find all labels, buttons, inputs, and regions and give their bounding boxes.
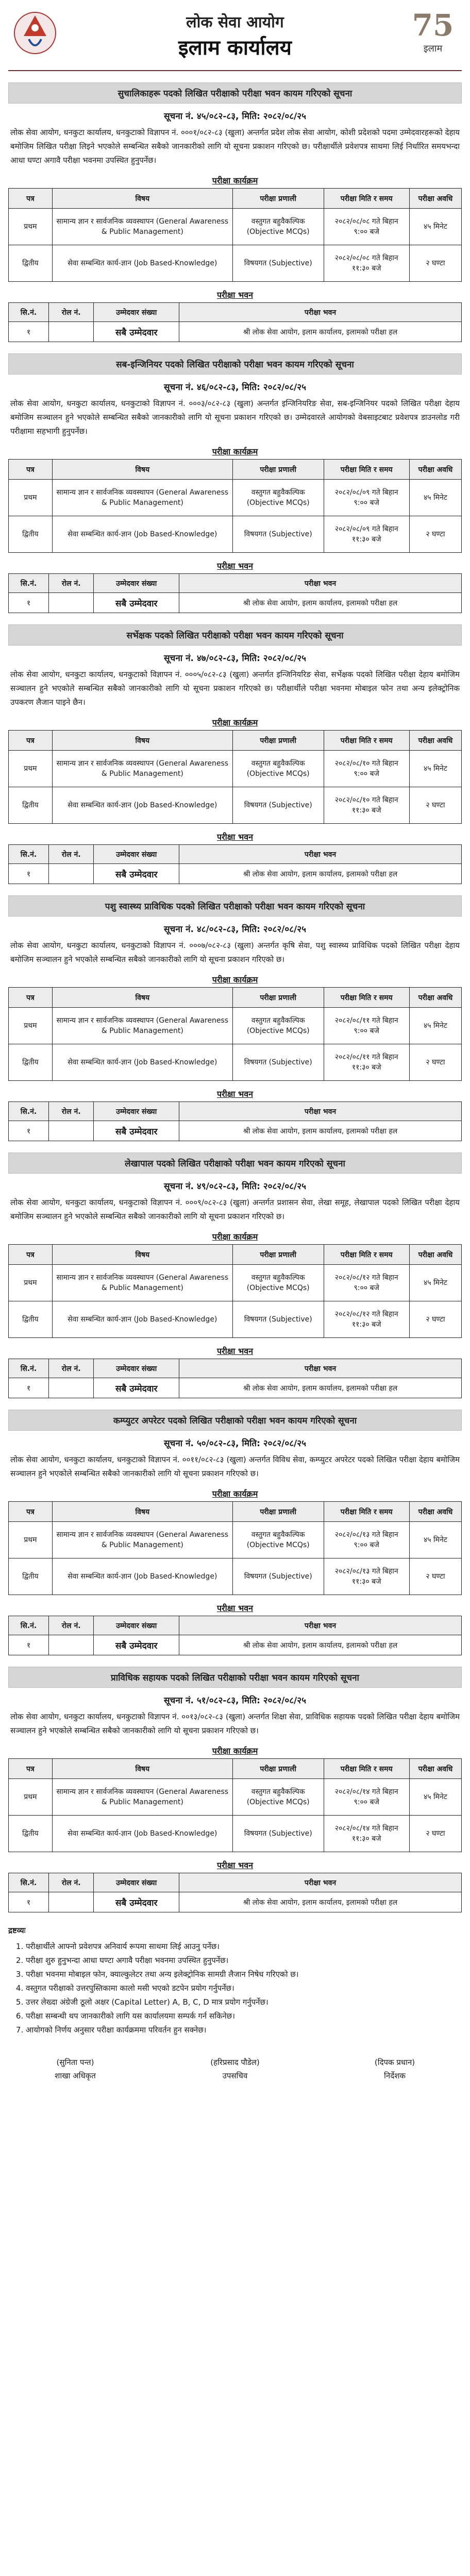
schedule-cell-paper: प्रथम — [9, 1265, 53, 1301]
schedule-cell-paper: प्रथम — [9, 1779, 53, 1816]
notice-reference: सूचना नं. ५०/०८२-८३, मिति: २०८२/०८/२५ — [164, 1438, 306, 1449]
venue-cell-roll — [49, 593, 94, 613]
schedule-cell-system: वस्तुगत बहुवैकल्पिक (Objective MCQs) — [232, 1008, 324, 1044]
venue-cell-candidates: सबै उम्मेदवार — [94, 593, 179, 613]
schedule-cell-system: वस्तुगत बहुवैकल्पिक (Objective MCQs) — [232, 1522, 324, 1558]
notice-body: लोक सेवा आयोग, धनकुटा कार्यालय, धनकुटाको विज्ञापन नं. ००१३/०८२-८३ (खुला) अन्तर्गत शिक्षा सेवा, प्राविधिक सहायक पदको लिखित परीक्षा देहाय बमोजिम सञ्चालन हुने भएकोले सम्बन्धित सबैको जानकारीको लागि यो सूचना प्रकाशन गरिएको छ। — [10, 1712, 460, 1735]
schedule-cell-paper: प्रथम — [9, 480, 53, 516]
schedule-cell-subject: सेवा सम्बन्धित कार्य-ज्ञान (Job Based-Knowledge) — [52, 1301, 232, 1338]
anniversary-caption: इलाम — [423, 43, 443, 54]
column-header: परीक्षा भवन — [179, 1616, 462, 1635]
schedule-cell-duration: २ घण्टा — [409, 1558, 461, 1595]
venue-row — [9, 1121, 462, 1141]
venue-row — [9, 1892, 462, 1912]
venue-cell-candidates: सबै उम्मेदवार — [94, 864, 179, 884]
column-header: सि.नं. — [9, 574, 49, 593]
commission-name: लोक सेवा आयोग — [186, 13, 284, 31]
schedule-header-row — [9, 731, 462, 751]
venue-table — [8, 573, 462, 613]
schedule-heading: परीक्षा कार्यक्रम — [212, 975, 258, 985]
column-header: सि.नं. — [9, 1102, 49, 1121]
signature-block — [8, 2056, 462, 2082]
column-header: विषय — [52, 731, 232, 751]
schedule-header-row — [9, 460, 462, 480]
column-header: परीक्षा मिति र समय — [324, 460, 409, 480]
schedule-cell-paper: प्रथम — [9, 209, 53, 245]
notice-section — [8, 624, 462, 884]
venue-row — [9, 593, 462, 613]
column-header: परीक्षा मिति र समय — [324, 1759, 409, 1779]
notice-title: प्राविधिक सहायक पदको लिखित परीक्षाको परीक्षा भवन कायम गरिएको सूचना — [8, 1667, 462, 1688]
venue-row — [9, 864, 462, 884]
column-header: परीक्षा प्रणाली — [232, 1759, 324, 1779]
notice-title: लेखापाल पदको लिखित परीक्षाको परीक्षा भवन कायम गरिएको सूचना — [8, 1153, 462, 1174]
column-header: परीक्षा अवधि — [409, 1245, 461, 1265]
schedule-cell-subject: सामान्य ज्ञान र सार्वजनिक व्यवस्थापन (General Awareness & Public Management) — [52, 1522, 232, 1558]
venue-header-row — [9, 574, 462, 593]
notes-title: द्रष्टव्यः — [8, 1926, 26, 1935]
schedule-cell-system: विषयगत (Subjective) — [232, 516, 324, 553]
notice-body: लोक सेवा आयोग, धनकुटा कार्यालय, धनकुटाको विज्ञापन नं. ०००५/०८२-८३ (खुला) अन्तर्गत इन्जिनियरिङ सेवा, सर्भेक्षक पदको लिखित परीक्षा देहाय बमोजिम सञ्चालन हुने भएकोले सम्बन्धित सबैको जानकारीको लागि यो सूचना प्रकाशन गरिएको छ। परीक्षार्थीले परीक्षा भवनमा मोबाइल फोन तथा अन्य इलेक्ट्रोनिक उपकरण लैजान पाइने छैन। — [10, 670, 460, 707]
schedule-cell-datetime: २०८२/०८/०८ गते बिहान ११:३० बजे — [324, 245, 409, 282]
notice-body: लोक सेवा आयोग, धनकुटा कार्यालय, धनकुटाको विज्ञापन नं. ०००७/०८२-८३ (खुला) अन्तर्गत कृषि सेवा, पशु स्वास्थ्य प्राविधिक पदको लिखित परीक्षा देहाय बमोजिम सञ्चालन हुने भएकोले सम्बन्धित सबैको जानकारीको लागि यो सूचना प्रकाशन गरिएको छ। — [10, 941, 460, 964]
column-header: परीक्षा मिति र समय — [324, 731, 409, 751]
schedule-table — [8, 987, 462, 1081]
notice-section — [8, 895, 462, 1141]
schedule-cell-subject: सेवा सम्बन्धित कार्य-ज्ञान (Job Based-Knowledge) — [52, 245, 232, 282]
note-item: 7. आयोगको निर्णय अनुसार परीक्षा कार्यक्रममा परिवर्तन हुन सक्नेछ। — [26, 2023, 462, 2037]
schedule-row — [9, 245, 462, 282]
venue-cell-roll — [49, 1121, 94, 1141]
notice-title: सर्भेक्षक पदको लिखित परीक्षाको परीक्षा भवन कायम गरिएको सूचना — [8, 624, 462, 646]
venue-cell-place: श्री लोक सेवा आयोग, इलाम कार्यालय, इलामको परीक्षा हल — [179, 322, 462, 342]
schedule-cell-duration: ४५ मिनेट — [409, 480, 461, 516]
venue-cell-serial: १ — [9, 864, 49, 884]
signatory-role: निर्देशक — [384, 2071, 406, 2080]
venue-table — [8, 1616, 462, 1655]
schedule-row — [9, 1265, 462, 1301]
schedule-cell-subject: सामान्य ज्ञान र सार्वजनिक व्यवस्थापन (General Awareness & Public Management) — [52, 1265, 232, 1301]
column-header: विषय — [52, 988, 232, 1008]
schedule-cell-datetime: २०८२/०८/०९ गते बिहान ११:३० बजे — [324, 516, 409, 553]
column-header: पत्र — [9, 731, 53, 751]
schedule-cell-subject: सेवा सम्बन्धित कार्य-ज्ञान (Job Based-Knowledge) — [52, 1816, 232, 1852]
schedule-cell-duration: २ घण्टा — [409, 245, 461, 282]
venue-table — [8, 1873, 462, 1912]
venue-cell-serial: १ — [9, 322, 49, 342]
schedule-cell-system: वस्तुगत बहुवैकल्पिक (Objective MCQs) — [232, 751, 324, 787]
column-header: रोल नं. — [49, 1359, 94, 1378]
schedule-header-row — [9, 1502, 462, 1522]
signatory-name: (हरिप्रसाद पौडेल) — [210, 2058, 260, 2067]
schedule-cell-duration: ४५ मिनेट — [409, 209, 461, 245]
schedule-cell-datetime: २०८२/०८/१३ गते बिहान ११:३० बजे — [324, 1558, 409, 1595]
anniversary-number: 75 — [412, 8, 454, 43]
header-title — [8, 11, 462, 62]
schedule-cell-system: वस्तुगत बहुवैकल्पिक (Objective MCQs) — [232, 480, 324, 516]
venue-table — [8, 1101, 462, 1141]
column-header: सि.नं. — [9, 845, 49, 864]
schedule-cell-paper: द्वितीय — [9, 1558, 53, 1595]
signatory-name: (दिपक प्रधान) — [374, 2058, 415, 2067]
notice-reference: सूचना नं. ४५/०८२-८३, मिति: २०८२/०८/२५ — [164, 111, 306, 122]
venue-cell-candidates: सबै उम्मेदवार — [94, 1635, 179, 1655]
schedule-cell-duration: ४५ मिनेट — [409, 1265, 461, 1301]
venue-cell-place: श्री लोक सेवा आयोग, इलाम कार्यालय, इलामको परीक्षा हल — [179, 864, 462, 884]
schedule-cell-duration: २ घण्टा — [409, 516, 461, 553]
venue-cell-candidates: सबै उम्मेदवार — [94, 322, 179, 342]
notice-section — [8, 1410, 462, 1655]
notice-section — [8, 82, 462, 342]
schedule-cell-duration: २ घण्टा — [409, 787, 461, 824]
venue-cell-serial: १ — [9, 593, 49, 613]
schedule-row — [9, 751, 462, 787]
schedule-row — [9, 480, 462, 516]
column-header: परीक्षा भवन — [179, 845, 462, 864]
schedule-cell-system: वस्तुगत बहुवैकल्पिक (Objective MCQs) — [232, 1265, 324, 1301]
schedule-table — [8, 459, 462, 553]
notice-title: सब-इन्जिनियर पदको लिखित परीक्षाको परीक्षा भवन कायम गरिएको सूचना — [8, 353, 462, 375]
column-header: परीक्षा भवन — [179, 1359, 462, 1378]
venue-heading: परीक्षा भवन — [217, 832, 253, 842]
notice-body: लोक सेवा आयोग, धनकुटा कार्यालय, धनकुटाको विज्ञापन नं. ०००९/०८२-८३ (खुला) अन्तर्गत प्रशासन सेवा, लेखा समूह, लेखापाल पदको लिखित परीक्षा देहाय बमोजिम सञ्चालन हुने भएकोले सम्बन्धित सबैको जानकारीको लागि यो सूचना प्रकाशन गरिएको छ। — [10, 1198, 460, 1221]
column-header: सि.नं. — [9, 1616, 49, 1635]
schedule-cell-datetime: २०८२/०८/१० गते बिहान ११:३० बजे — [324, 787, 409, 824]
column-header: पत्र — [9, 1245, 53, 1265]
venue-cell-place: श्री लोक सेवा आयोग, इलाम कार्यालय, इलामको परीक्षा हल — [179, 593, 462, 613]
schedule-cell-paper: द्वितीय — [9, 1301, 53, 1338]
column-header: परीक्षा प्रणाली — [232, 460, 324, 480]
column-header: उम्मेदवार संख्या — [94, 574, 179, 593]
column-header: रोल नं. — [49, 574, 94, 593]
column-header: पत्र — [9, 189, 53, 209]
column-header: परीक्षा प्रणाली — [232, 1245, 324, 1265]
venue-cell-serial: १ — [9, 1635, 49, 1655]
schedule-cell-system: विषयगत (Subjective) — [232, 245, 324, 282]
schedule-cell-datetime: २०८२/०८/१३ गते बिहान ९:०० बजे — [324, 1522, 409, 1558]
schedule-cell-subject: सामान्य ज्ञान र सार्वजनिक व्यवस्थापन (General Awareness & Public Management) — [52, 480, 232, 516]
schedule-header-row — [9, 988, 462, 1008]
schedule-cell-duration: २ घण्टा — [409, 1816, 461, 1852]
column-header: सि.नं. — [9, 1873, 49, 1892]
schedule-row — [9, 1008, 462, 1044]
notice-body: लोक सेवा आयोग, धनकुटा कार्यालय, धनकुटाको विज्ञापन नं. ०००३/०८२-८३ (खुला) अन्तर्गत इन्जिनियरिङ सेवा, सब-इन्जिनियर पदको लिखित परीक्षा देहाय बमोजिम सञ्चालन हुने भएकोले सम्बन्धित सबैको जानकारीको लागि यो सूचना प्रकाशन गरिएको छ। उम्मेदवारले आयोगको वेबसाइटबाट प्रवेशपत्र डाउनलोड गरी परीक्षामा सहभागी हुनुपर्नेछ। — [10, 399, 460, 436]
header — [8, 5, 462, 71]
schedule-cell-subject: सामान्य ज्ञान र सार्वजनिक व्यवस्थापन (General Awareness & Public Management) — [52, 1779, 232, 1816]
notice-body: लोक सेवा आयोग, धनकुटा कार्यालय, धनकुटाको विज्ञापन नं. ०००१/०८२-८३ (खुला) अन्तर्गत प्रदेश लोक सेवा आयोग, कोशी प्रदेशको पदमा उम्मेदवारहरूको देहाय बमोजिम लिखित परीक्षा लिइने भएकोले सम्बन्धित सबैको जानकारीको लागि यो सूचना प्रकाशन गरिएको छ। परीक्षार्थीले प्रवेशपत्र साथमा लिई निर्धारित समयभन्दा आधा घण्टा अगावै परीक्षा भवनमा उपस्थित हुनुपर्नेछ। — [10, 128, 460, 165]
schedule-header-row — [9, 1245, 462, 1265]
note-item: 1. परीक्षार्थीले आफ्नो प्रवेशपत्र अनिवार्य रूपमा साथमा लिई आउनु पर्नेछ। — [26, 1940, 462, 1954]
schedule-cell-datetime: २०८२/०८/१४ गते बिहान ९:०० बजे — [324, 1779, 409, 1816]
schedule-cell-duration: ४५ मिनेट — [409, 1522, 461, 1558]
column-header: परीक्षा प्रणाली — [232, 1502, 324, 1522]
column-header: परीक्षा मिति र समय — [324, 189, 409, 209]
schedule-cell-subject: सेवा सम्बन्धित कार्य-ज्ञान (Job Based-Knowledge) — [52, 1044, 232, 1081]
column-header: परीक्षा अवधि — [409, 460, 461, 480]
column-header: उम्मेदवार संख्या — [94, 1616, 179, 1635]
schedule-cell-datetime: २०८२/०८/१४ गते बिहान ११:३० बजे — [324, 1816, 409, 1852]
schedule-cell-system: विषयगत (Subjective) — [232, 1816, 324, 1852]
column-header: रोल नं. — [49, 1873, 94, 1892]
schedule-row — [9, 1044, 462, 1081]
signatory-name: (सुनिता पन्त) — [56, 2058, 94, 2067]
schedule-cell-datetime: २०८२/०८/१२ गते बिहान ९:०० बजे — [324, 1265, 409, 1301]
column-header: रोल नं. — [49, 845, 94, 864]
schedule-cell-subject: सामान्य ज्ञान र सार्वजनिक व्यवस्थापन (General Awareness & Public Management) — [52, 751, 232, 787]
schedule-cell-system: वस्तुगत बहुवैकल्पिक (Objective MCQs) — [232, 1779, 324, 1816]
schedule-cell-system: विषयगत (Subjective) — [232, 1301, 324, 1338]
venue-cell-candidates: सबै उम्मेदवार — [94, 1892, 179, 1912]
schedule-heading: परीक्षा कार्यक्रम — [212, 1746, 258, 1756]
column-header: परीक्षा भवन — [179, 303, 462, 322]
schedule-cell-datetime: २०८२/०८/०९ गते बिहान ९:०० बजे — [324, 480, 409, 516]
notice-title: कम्प्युटर अपरेटर पदको लिखित परीक्षाको परीक्षा भवन कायम गरिएको सूचना — [8, 1410, 462, 1431]
schedule-heading: परीक्षा कार्यक्रम — [212, 1489, 258, 1499]
note-item: 4. वस्तुगत परीक्षाको उत्तरपुस्तिकामा कालो मसी भएको डटपेन प्रयोग गर्नुपर्नेछ। — [26, 1981, 462, 1995]
notes-section — [8, 1924, 462, 2037]
column-header: विषय — [52, 1502, 232, 1522]
column-header: परीक्षा मिति र समय — [324, 1245, 409, 1265]
notice-section — [8, 1667, 462, 1912]
schedule-table — [8, 1244, 462, 1338]
venue-cell-roll — [49, 1892, 94, 1912]
schedule-cell-datetime: २०८२/०८/११ गते बिहान ९:०० बजे — [324, 1008, 409, 1044]
schedule-cell-datetime: २०८२/०८/११ गते बिहान ११:३० बजे — [324, 1044, 409, 1081]
notice-reference: सूचना नं. ५१/०८२-८३, मिति: २०८२/०८/२५ — [164, 1696, 306, 1706]
notice-section — [8, 353, 462, 613]
schedule-cell-duration: २ घण्टा — [409, 1301, 461, 1338]
venue-cell-place: श्री लोक सेवा आयोग, इलाम कार्यालय, इलामको परीक्षा हल — [179, 1378, 462, 1398]
venue-table — [8, 1359, 462, 1398]
column-header: परीक्षा अवधि — [409, 731, 461, 751]
note-item: 5. उत्तर लेख्दा अंग्रेजी ठूलो अक्षर (Capital Letter) A, B, C, D मात्र प्रयोग गर्नुपर्नेछ। — [26, 1995, 462, 2009]
column-header: पत्र — [9, 988, 53, 1008]
schedule-table — [8, 1501, 462, 1595]
column-header: परीक्षा प्रणाली — [232, 731, 324, 751]
schedule-heading: परीक्षा कार्यक्रम — [212, 718, 258, 727]
schedule-cell-paper: द्वितीय — [9, 516, 53, 553]
notice-reference: सूचना नं. ४८/०८२-८३, मिति: २०८२/०८/२५ — [164, 924, 306, 935]
venue-cell-place: श्री लोक सेवा आयोग, इलाम कार्यालय, इलामको परीक्षा हल — [179, 1635, 462, 1655]
notice-reference: सूचना नं. ४७/०८२-८३, मिति: २०८२/०८/२५ — [164, 653, 306, 664]
column-header: उम्मेदवार संख्या — [94, 303, 179, 322]
schedule-cell-duration: ४५ मिनेट — [409, 1779, 461, 1816]
schedule-table — [8, 188, 462, 282]
column-header: परीक्षा प्रणाली — [232, 189, 324, 209]
notice-title: सुचालिकाहरू पदको लिखित परीक्षाको परीक्षा भवन कायम गरिएको सूचना — [8, 82, 462, 104]
venue-cell-candidates: सबै उम्मेदवार — [94, 1121, 179, 1141]
venue-cell-roll — [49, 864, 94, 884]
venue-cell-serial: १ — [9, 1121, 49, 1141]
schedule-heading: परीक्षा कार्यक्रम — [212, 176, 258, 185]
schedule-cell-datetime: २०८२/०८/१२ गते बिहान ११:३० बजे — [324, 1301, 409, 1338]
schedule-cell-subject: सेवा सम्बन्धित कार्य-ज्ञान (Job Based-Knowledge) — [52, 516, 232, 553]
schedule-cell-paper: द्वितीय — [9, 245, 53, 282]
venue-cell-serial: १ — [9, 1892, 49, 1912]
venue-header-row — [9, 845, 462, 864]
venue-heading: परीक्षा भवन — [217, 1603, 253, 1613]
schedule-cell-duration: ४५ मिनेट — [409, 1008, 461, 1044]
column-header: परीक्षा मिति र समय — [324, 988, 409, 1008]
schedule-row — [9, 209, 462, 245]
column-header: परीक्षा अवधि — [409, 1759, 461, 1779]
venue-cell-roll — [49, 1635, 94, 1655]
venue-header-row — [9, 303, 462, 322]
venue-cell-roll — [49, 322, 94, 342]
signatory-role: उपसचिव — [222, 2071, 248, 2080]
schedule-cell-paper: प्रथम — [9, 1008, 53, 1044]
schedule-cell-subject: सामान्य ज्ञान र सार्वजनिक व्यवस्थापन (General Awareness & Public Management) — [52, 209, 232, 245]
venue-row — [9, 1635, 462, 1655]
schedule-heading: परीक्षा कार्यक्रम — [212, 1232, 258, 1242]
schedule-cell-paper: द्वितीय — [9, 1044, 53, 1081]
column-header: उम्मेदवार संख्या — [94, 845, 179, 864]
schedule-cell-duration: २ घण्टा — [409, 1044, 461, 1081]
note-item: 2. परीक्षा शुरु हुनुभन्दा आधा घण्टा अगावै परीक्षा भवनमा उपस्थित हुनुपर्नेछ। — [26, 1954, 462, 1968]
note-item: 3. परीक्षा भवनमा मोबाइल फोन, क्याल्कुलेटर तथा अन्य इलेक्ट्रोनिक सामग्री लैजान निषेध गरिएको छ। — [26, 1968, 462, 1981]
notice-body: लोक सेवा आयोग, धनकुटा कार्यालय, धनकुटाको विज्ञापन नं. ००११/०८२-८३ (खुला) अन्तर्गत विविध सेवा, कम्प्युटर अपरेटर पदको लिखित परीक्षा देहाय बमोजिम सञ्चालन हुने भएकोले सम्बन्धित सबैको जानकारीको लागि यो सूचना प्रकाशन गरिएको छ। — [10, 1455, 460, 1478]
schedule-cell-paper: द्वितीय — [9, 787, 53, 824]
column-header: विषय — [52, 1245, 232, 1265]
column-header: परीक्षा प्रणाली — [232, 988, 324, 1008]
venue-cell-candidates: सबै उम्मेदवार — [94, 1378, 179, 1398]
schedule-header-row — [9, 189, 462, 209]
schedule-table — [8, 1758, 462, 1852]
venue-row — [9, 322, 462, 342]
schedule-row — [9, 1522, 462, 1558]
venue-heading: परीक्षा भवन — [217, 1346, 253, 1356]
column-header: रोल नं. — [49, 303, 94, 322]
signatory — [168, 2056, 302, 2082]
schedule-cell-subject: सामान्य ज्ञान र सार्वजनिक व्यवस्थापन (General Awareness & Public Management) — [52, 1008, 232, 1044]
notice-reference: सूचना नं. ४९/०८२-८३, मिति: २०८२/०८/२५ — [164, 1181, 306, 1192]
column-header: सि.नं. — [9, 303, 49, 322]
signatory — [328, 2056, 462, 2082]
schedule-cell-system: विषयगत (Subjective) — [232, 1558, 324, 1595]
column-header: रोल नं. — [49, 1102, 94, 1121]
venue-heading: परीक्षा भवन — [217, 290, 253, 300]
column-header: परीक्षा मिति र समय — [324, 1502, 409, 1522]
schedule-row — [9, 1558, 462, 1595]
column-header: विषय — [52, 460, 232, 480]
column-header: परीक्षा भवन — [179, 1102, 462, 1121]
venue-heading: परीक्षा भवन — [217, 561, 253, 571]
notice-reference: सूचना नं. ४६/०८२-८३, मिति: २०८२/०८/२५ — [164, 382, 306, 393]
schedule-row — [9, 1816, 462, 1852]
schedule-table — [8, 730, 462, 824]
schedule-row — [9, 1779, 462, 1816]
column-header: परीक्षा भवन — [179, 1873, 462, 1892]
column-header: पत्र — [9, 1502, 53, 1522]
column-header: पत्र — [9, 460, 53, 480]
schedule-cell-paper: प्रथम — [9, 1522, 53, 1558]
column-header: विषय — [52, 1759, 232, 1779]
notices-list — [8, 82, 462, 1912]
schedule-cell-datetime: २०८२/०८/०८ गते बिहान ९:०० बजे — [324, 209, 409, 245]
schedule-row — [9, 516, 462, 553]
venue-cell-place: श्री लोक सेवा आयोग, इलाम कार्यालय, इलामको परीक्षा हल — [179, 1121, 462, 1141]
schedule-cell-system: विषयगत (Subjective) — [232, 787, 324, 824]
venue-row — [9, 1378, 462, 1398]
column-header: पत्र — [9, 1759, 53, 1779]
schedule-row — [9, 1301, 462, 1338]
column-header: परीक्षा अवधि — [409, 988, 461, 1008]
schedule-cell-datetime: २०८२/०८/१० गते बिहान ९:०० बजे — [324, 751, 409, 787]
schedule-cell-duration: ४५ मिनेट — [409, 751, 461, 787]
schedule-heading: परीक्षा कार्यक्रम — [212, 447, 258, 456]
venue-table — [8, 302, 462, 342]
schedule-cell-paper: द्वितीय — [9, 1816, 53, 1852]
anniversary-logo — [408, 8, 458, 65]
column-header: उम्मेदवार संख्या — [94, 1102, 179, 1121]
column-header: रोल नं. — [49, 1616, 94, 1635]
schedule-header-row — [9, 1759, 462, 1779]
column-header: उम्मेदवार संख्या — [94, 1359, 179, 1378]
venue-header-row — [9, 1359, 462, 1378]
schedule-row — [9, 787, 462, 824]
column-header: परीक्षा अवधि — [409, 1502, 461, 1522]
venue-header-row — [9, 1102, 462, 1121]
schedule-cell-subject: सेवा सम्बन्धित कार्य-ज्ञान (Job Based-Knowledge) — [52, 1558, 232, 1595]
note-item: 6. परीक्षा सम्बन्धी थप जानकारीको लागि यस कार्यालयमा सम्पर्क गर्न सकिनेछ। — [26, 2009, 462, 2023]
schedule-cell-system: विषयगत (Subjective) — [232, 1044, 324, 1081]
notes-list — [8, 1940, 462, 2037]
column-header: उम्मेदवार संख्या — [94, 1873, 179, 1892]
signatory-role: शाखा अधिकृत — [55, 2071, 96, 2080]
venue-table — [8, 844, 462, 884]
venue-header-row — [9, 1616, 462, 1635]
venue-heading: परीक्षा भवन — [217, 1860, 253, 1870]
signatory — [8, 2056, 142, 2082]
venue-cell-serial: १ — [9, 1378, 49, 1398]
column-header: विषय — [52, 189, 232, 209]
venue-heading: परीक्षा भवन — [217, 1089, 253, 1099]
column-header: सि.नं. — [9, 1359, 49, 1378]
notice-title: पशु स्वास्थ्य प्राविधिक पदको लिखित परीक्षाको परीक्षा भवन कायम गरिएको सूचना — [8, 895, 462, 917]
venue-cell-place: श्री लोक सेवा आयोग, इलाम कार्यालय, इलामको परीक्षा हल — [179, 1892, 462, 1912]
office-name: इलाम कार्यालय — [178, 36, 292, 60]
venue-header-row — [9, 1873, 462, 1892]
column-header: परीक्षा अवधि — [409, 189, 461, 209]
schedule-cell-paper: प्रथम — [9, 751, 53, 787]
venue-cell-roll — [49, 1378, 94, 1398]
column-header: परीक्षा भवन — [179, 574, 462, 593]
schedule-cell-system: वस्तुगत बहुवैकल्पिक (Objective MCQs) — [232, 209, 324, 245]
notice-section — [8, 1153, 462, 1398]
schedule-cell-subject: सेवा सम्बन्धित कार्य-ज्ञान (Job Based-Knowledge) — [52, 787, 232, 824]
